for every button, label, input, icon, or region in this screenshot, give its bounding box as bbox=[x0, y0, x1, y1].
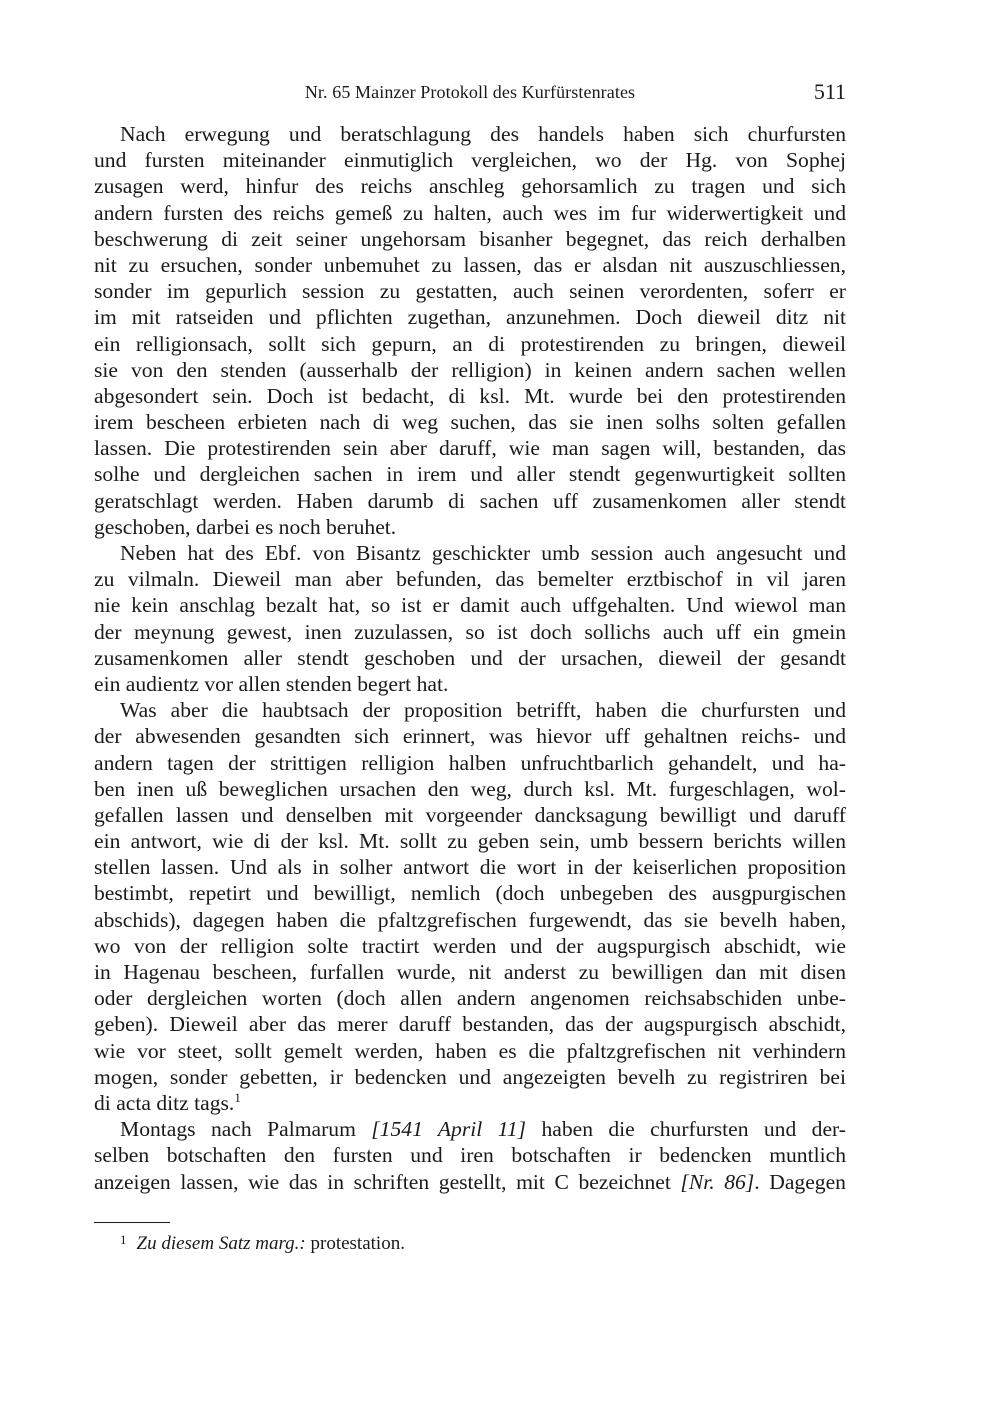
running-title: Nr. 65 Mainzer Protokoll des Kurfürstenrates bbox=[304, 82, 636, 102]
footnote bbox=[120, 1227, 405, 1257]
text-line: Was aber die haubtsach der proposition betrifft, haben die churfursten und bbox=[120, 698, 846, 723]
text-line: zusagen werd, hinfur des reichs anschleg gehorsamlich zu tragen und sich bbox=[94, 174, 846, 199]
text-line: andern tagen der strittigen relligion halben unfruchtbarlich gehandelt, und ha- bbox=[94, 750, 846, 775]
text-line: zu vilmaln. Dieweil man aber befunden, das bemelter erztbischof in vil jaren bbox=[94, 567, 846, 592]
text-segment: . Dagegen bbox=[754, 1169, 846, 1194]
text-line: der abwesenden gesandten sich erinnert, was hievor uff gehaltnen reichs- und bbox=[94, 724, 846, 749]
text-segment: anzeigen lassen, wie das in schriften gestellt, mit C bezeichnet bbox=[94, 1169, 671, 1194]
text-line: stellen lassen. Und als in solher antwort die wort in der keiserlichen proposition bbox=[94, 855, 846, 880]
text-line bbox=[94, 1169, 846, 1195]
text-line: nit zu ersuchen, sonder unbemuhet zu lassen, das er alsdan nit auszuschliessen, bbox=[94, 252, 846, 277]
text-line: andern fursten des reichs gemeß zu halten, auch wes im fur widerwertigkeit und bbox=[94, 200, 846, 225]
text-line: abgesondert sein. Doch ist bedacht, di ksl. Mt. wurde bei den protestirenden bbox=[94, 383, 846, 408]
text-line: sonder im gepurlich session zu gestatten, auch seinen verordenten, soferr er bbox=[94, 279, 846, 304]
text-line: geben). Dieweil aber das merer daruff bestanden, das der augspurgisch abschidt, bbox=[94, 1012, 846, 1037]
editorial-reference: [Nr. 86] bbox=[680, 1169, 755, 1194]
text-line: irem bescheen erbieten nach di weg suchen, das sie inen solhs solten gefallen bbox=[94, 410, 846, 435]
text-line: oder dergleichen worten (doch allen andern angenomen reichsabschiden unbe- bbox=[94, 986, 846, 1011]
footnote-reference[interactable]: 1 bbox=[234, 1089, 241, 1105]
text-segment: haben die churfursten und der- bbox=[541, 1117, 846, 1142]
text-line: lassen. Die protestirenden sein aber daruff, wie man sagen will, bestanden, das bbox=[94, 436, 846, 461]
body-text bbox=[94, 121, 846, 1195]
text-line bbox=[94, 1116, 846, 1142]
footnote-lead: Zu diesem Satz marg.: bbox=[136, 1233, 306, 1254]
text-line: selben botschaften den fursten und iren botschaften ir bedencken muntlich bbox=[94, 1143, 846, 1168]
text-line: Neben hat des Ebf. von Bisantz geschickter umb session auch angesucht und bbox=[120, 541, 846, 565]
text-line: nie kein anschlag bezalt hat, so ist er damit auch uffgehalten. Und wiewol man bbox=[94, 593, 846, 618]
page-number: 511 bbox=[813, 79, 846, 104]
footnote-number: 1 bbox=[120, 1232, 127, 1247]
text-line: ein relligionsach, sollt sich gepurn, an di protestirenden zu bringen, dieweil bbox=[94, 331, 846, 356]
text-line: geschoben, darbei es noch beruhet. bbox=[94, 514, 397, 539]
text-line: bestimbt, repetirt und bewilligt, nemlich (doch unbegeben des ausgpurgischen bbox=[94, 881, 846, 906]
text-line: ein antwort, wie di der ksl. Mt. sollt zu geben sein, umb bessern berichts willen bbox=[94, 829, 846, 854]
editorial-date: [1541 April 11] bbox=[371, 1117, 527, 1142]
text-line: und fursten miteinander einmutiglich vergleichen, wo der Hg. von Sophej bbox=[94, 148, 846, 173]
text-line: wo von der relligion solte tractirt werden und der augspurgisch abschidt, wie bbox=[94, 933, 846, 958]
text-line: ben inen uß beweglichen ursachen den weg, durch ksl. Mt. furgeschlagen, wol- bbox=[94, 776, 846, 801]
text-line: Nach erwegung und beratschlagung des handels haben sich churfursten bbox=[120, 122, 846, 146]
text-line: zusamenkomen aller stendt geschoben und der ursachen, dieweil der gesandt bbox=[94, 645, 846, 670]
running-head bbox=[94, 79, 846, 107]
text-line bbox=[94, 1090, 846, 1116]
text-line: ein audientz vor allen stenden begert hat. bbox=[94, 671, 449, 696]
text-line: der meynung gewest, inen zuzulassen, so ist doch sollichs auch uff ein gmein bbox=[94, 619, 846, 644]
text-line: geratschlagt werden. Haben darumb di sachen uff zusamenkomen aller stendt bbox=[94, 488, 846, 513]
footnote-divider bbox=[94, 1222, 170, 1223]
text-line: im mit ratseiden und pflichten zugethan, anzunehmen. Doch dieweil ditz nit bbox=[94, 305, 846, 330]
text-line: solhe und dergleichen sachen in irem und aller stendt gegenwurtigkeit sollten bbox=[94, 462, 846, 487]
text-line: wie vor steet, sollt gemelt werden, haben es die pfaltzgrefischen nit verhindern bbox=[94, 1038, 846, 1063]
text-segment: Montags nach Palmarum bbox=[120, 1117, 356, 1142]
footnote-text: protestation. bbox=[310, 1233, 405, 1254]
text-line: sie von den stenden (ausserhalb der relligion) in keinen andern sachen wellen bbox=[94, 357, 846, 382]
text-line: in Hagenau bescheen, furfallen wurde, nit anderst zu bewilligen dan mit disen bbox=[94, 960, 846, 984]
text-line: beschwerung di zeit seiner ungehorsam bisanher begegnet, das reich derhalben bbox=[94, 226, 846, 251]
text-line: gefallen lassen und denselben mit vorgeender dancksagung bewilligt und daruff bbox=[94, 802, 846, 827]
text-line: mogen, sonder gebetten, ir bedencken und angezeigten bevelh zu registriren bei bbox=[94, 1064, 846, 1089]
text-line: abschids), dagegen haben die pfaltzgrefischen furgewendt, das sie bevelh haben, bbox=[94, 907, 846, 932]
text-segment: di acta ditz tags. bbox=[94, 1090, 235, 1115]
